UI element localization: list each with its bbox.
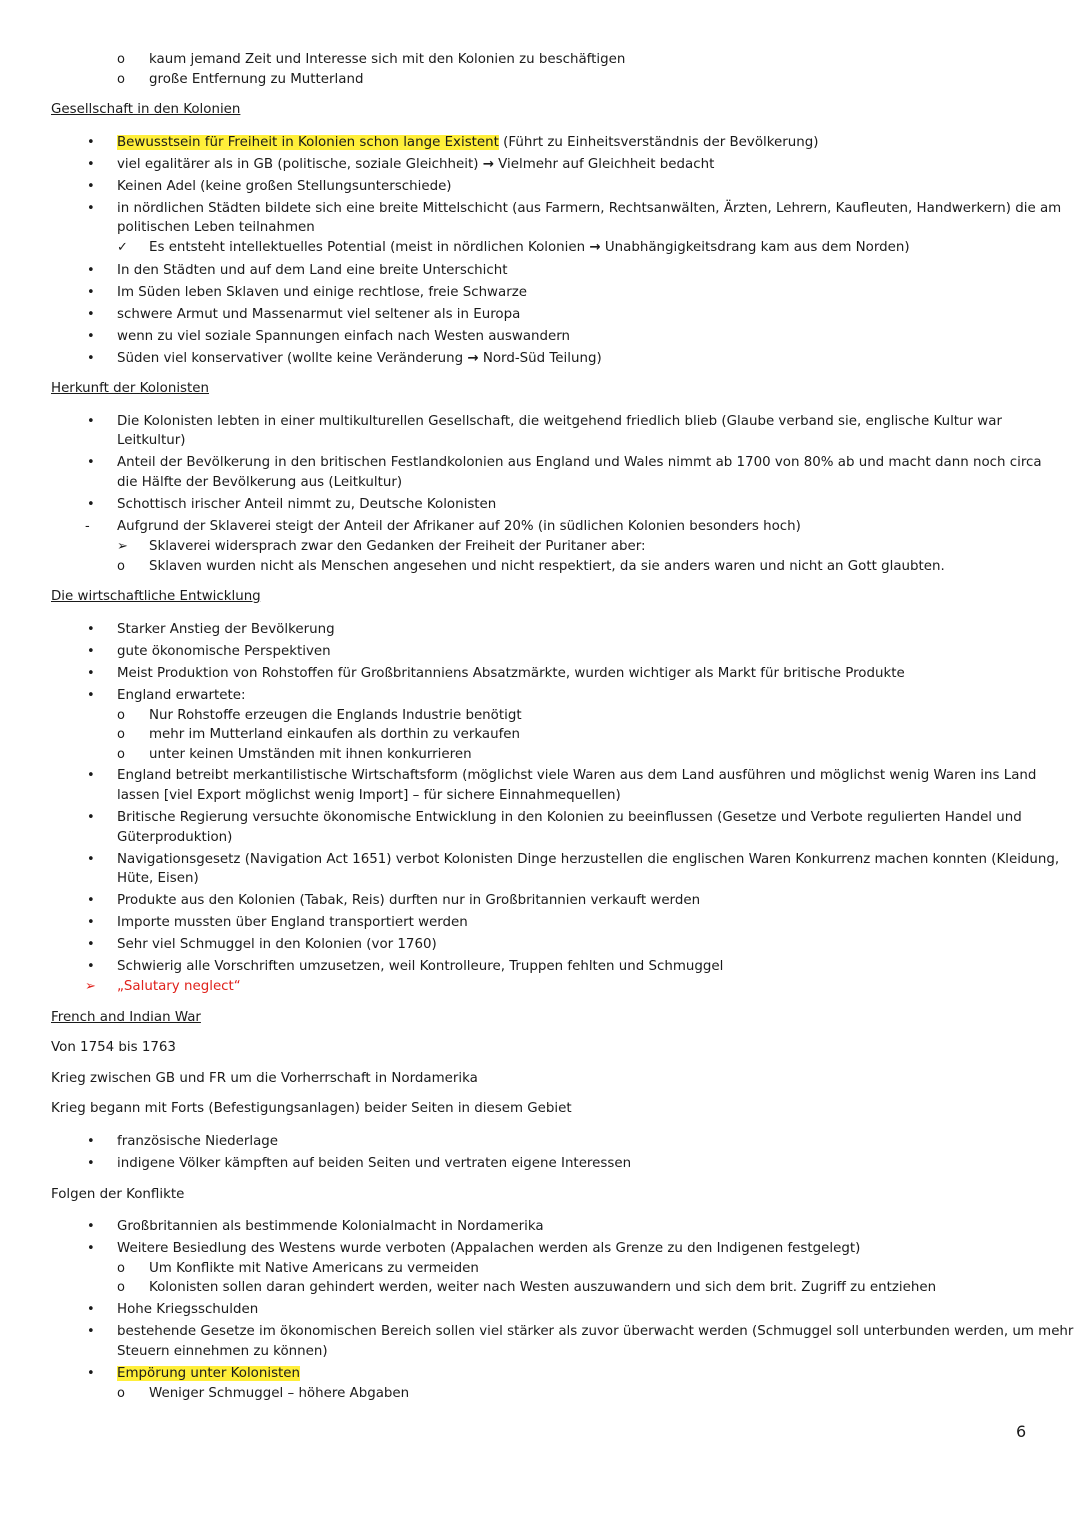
bullet-icon: •	[87, 329, 95, 344]
checkmark-icon: ✓	[117, 240, 128, 255]
list-item: Britische Regierung versuchte ökonomische Entwicklung in den Kolonien zu beeinflussen (Gesetze und Verbote regulierten Handel und	[117, 810, 1022, 825]
list-item-continuation: politischen Leben teilnahmen	[117, 220, 315, 235]
list-item: Kolonisten sollen daran gehindert werden, weiter nach Westen auszuwandern und sich dem brit. Zugriff zu entziehen	[149, 1280, 937, 1295]
list-item: mehr im Mutterland einkaufen als dorthin zu verkaufen	[149, 727, 521, 742]
bullet-icon: •	[87, 893, 95, 908]
bullet-icon: •	[87, 201, 95, 216]
list-item: viel egalitärer als in GB (politische, soziale Gleichheit) → Vielmehr auf Gleichheit bedacht	[117, 157, 715, 172]
list-item-continuation: Steuern einnehmen zu können)	[117, 1344, 328, 1359]
list-item: Schottisch irischer Anteil nimmt zu, Deutsche Kolonisten	[117, 497, 497, 512]
bullet-icon: •	[87, 688, 95, 703]
bullet-icon: •	[87, 1302, 95, 1317]
bullet-icon: •	[87, 351, 95, 366]
list-item: England betreibt merkantilistische Wirtschaftsform (möglichst viele Waren aus dem Land ausführen und möglichst wenig Waren ins Land	[117, 768, 1037, 783]
bullet-icon: •	[87, 915, 95, 930]
circle-bullet-icon: o	[117, 708, 125, 723]
bullet-icon: •	[87, 263, 95, 278]
list-item	[117, 1364, 300, 1384]
section-heading: French and Indian War	[51, 1010, 201, 1025]
list-item: in nördlichen Städten bildete sich eine breite Mittelschicht (aus Farmern, Rechtsanwälten, Ärzten, Lehrern, Kaufleuten, Handwerkern) die am	[117, 201, 1062, 216]
arrowhead-bullet-icon: ➢	[117, 539, 128, 554]
list-item: Bewusstsein für Freiheit in Kolonien schon lange Existent (Führt zu Einheitsverständnis der Bevölkerung)	[117, 135, 819, 150]
list-item: indigene Völker kämpften auf beiden Seiten und vertraten eigene Interessen	[117, 1156, 632, 1171]
bullet-icon: •	[87, 1241, 95, 1256]
list-item: Sehr viel Schmuggel in den Kolonien (vor 1760)	[117, 937, 437, 952]
list-item: Im Süden leben Sklaven und einige rechtlose, freie Schwarze	[117, 285, 527, 300]
circle-bullet-icon: o	[117, 1261, 125, 1276]
list-item: Weitere Besiedlung des Westens wurde verboten (Appalachen werden als Grenze zu den Indigenen festgelegt)	[117, 1241, 861, 1256]
highlighted-text: Empörung unter Kolonisten	[117, 1366, 301, 1381]
list-item-continuation: Leitkultur)	[117, 433, 186, 448]
circle-bullet-icon: o	[117, 1386, 125, 1401]
list-item: unter keinen Umständen mit ihnen konkurrieren	[149, 747, 472, 762]
circle-bullet-icon: o	[117, 52, 125, 67]
bullet-icon: •	[87, 1156, 95, 1171]
list-item-continuation: die Hälfte der Bevölkerung aus (Leitkultur)	[117, 475, 403, 490]
bullet-icon: •	[87, 622, 95, 637]
list-item: gute ökonomische Perspektiven	[117, 644, 331, 659]
bullet-icon: •	[87, 666, 95, 681]
list-item: Sklaverei widersprach zwar den Gedanken der Freiheit der Puritaner aber:	[149, 539, 646, 554]
list-item: Keinen Adel (keine großen Stellungsunterschiede)	[117, 179, 452, 194]
section-heading: Gesellschaft in den Kolonien	[51, 102, 241, 117]
paragraph: Krieg zwischen GB und FR um die Vorherrschaft in Nordamerika	[51, 1071, 478, 1086]
list-item: Süden viel konservativer (wollte keine Veränderung → Nord-Süd Teilung)	[117, 351, 602, 366]
page-number: 6	[1016, 1422, 1027, 1441]
list-item-continuation: Güterproduktion)	[117, 830, 233, 845]
bullet-icon: •	[87, 455, 95, 470]
list-item: Die Kolonisten lebten in einer multikulturellen Gesellschaft, die weitgehend friedlich blieb (Glaube verband sie, englische Kultur war	[117, 414, 1002, 429]
list-item: große Entfernung zu Mutterland	[149, 72, 364, 87]
highlighted-text: Bewusstsein für Freiheit in Kolonien schon lange Existent	[117, 135, 499, 150]
list-item: „Salutary neglect“	[117, 979, 241, 994]
list-item: Aufgrund der Sklaverei steigt der Anteil der Afrikaner auf 20% (in südlichen Kolonien besonders hoch)	[117, 519, 801, 534]
list-item: französische Niederlage	[117, 1134, 279, 1149]
paragraph: Krieg begann mit Forts (Befestigungsanlagen) beider Seiten in diesem Gebiet	[51, 1101, 572, 1116]
bullet-icon: •	[87, 157, 95, 172]
list-item-continuation: Hüte, Eisen)	[117, 871, 199, 886]
list-item: Produkte aus den Kolonien (Tabak, Reis) durften nur in Großbritannien verkauft werden	[117, 893, 701, 908]
circle-bullet-icon: o	[117, 727, 125, 742]
bullet-icon: •	[87, 1324, 95, 1339]
bullet-icon: •	[87, 414, 95, 429]
circle-bullet-icon: o	[117, 72, 125, 87]
bullet-icon: •	[87, 497, 95, 512]
circle-bullet-icon: o	[117, 559, 125, 574]
section-heading: Herkunft der Kolonisten	[51, 381, 209, 396]
list-item: England erwartete:	[117, 688, 246, 703]
circle-bullet-icon: o	[117, 747, 125, 762]
bullet-icon: •	[87, 135, 95, 150]
bullet-icon: •	[87, 768, 95, 783]
list-item: wenn zu viel soziale Spannungen einfach nach Westen auswandern	[117, 329, 571, 344]
list-item: Großbritannien als bestimmende Kolonialmacht in Nordamerika	[117, 1219, 544, 1234]
list-item: Starker Anstieg der Bevölkerung	[117, 622, 335, 637]
bullet-icon: •	[87, 285, 95, 300]
list-item: Sklaven wurden nicht als Menschen angesehen und nicht respektiert, da sie anders waren und nicht an Gott glaubten.	[149, 559, 945, 574]
dash-bullet-icon: -	[85, 519, 90, 534]
bullet-icon: •	[87, 1366, 95, 1381]
arrow-right-icon: →	[482, 157, 494, 172]
bullet-icon: •	[87, 810, 95, 825]
paragraph: Von 1754 bis 1763	[51, 1040, 176, 1055]
bullet-icon: •	[87, 1219, 95, 1234]
bullet-icon: •	[87, 852, 95, 867]
bullet-icon: •	[87, 937, 95, 952]
bullet-icon: •	[87, 179, 95, 194]
bullet-icon: •	[87, 644, 95, 659]
circle-bullet-icon: o	[117, 1280, 125, 1295]
list-item: Nur Rohstoffe erzeugen die Englands Industrie benötigt	[149, 708, 522, 723]
list-item: Hohe Kriegsschulden	[117, 1302, 259, 1317]
list-item: Um Konflikte mit Native Americans zu vermeiden	[149, 1261, 479, 1276]
bullet-icon: •	[87, 1134, 95, 1149]
list-item: Schwierig alle Vorschriften umzusetzen, weil Kontrolleure, Truppen fehlten und Schmuggel	[117, 959, 724, 974]
list-item: schwere Armut und Massenarmut viel seltener als in Europa	[117, 307, 521, 322]
list-item: Meist Produktion von Rohstoffen für Großbritanniens Absatzmärkte, wurden wichtiger als Markt für britische Produkte	[117, 666, 905, 681]
list-item: Weniger Schmuggel – höhere Abgaben	[149, 1386, 410, 1401]
list-item: In den Städten und auf dem Land eine breite Unterschicht	[117, 263, 508, 278]
list-item: kaum jemand Zeit und Interesse sich mit den Kolonien zu beschäftigen	[149, 52, 626, 67]
bullet-icon: •	[87, 959, 95, 974]
bullet-icon: •	[87, 307, 95, 322]
arrow-right-icon: →	[467, 351, 479, 366]
arrow-right-icon: →	[589, 240, 601, 255]
list-item: Anteil der Bevölkerung in den britischen Festlandkolonien aus England und Wales nimmt ab 1700 von 80% ab und macht dann noch circa	[117, 455, 1042, 470]
list-item: Importe mussten über England transportiert werden	[117, 915, 468, 930]
list-item: Es entsteht intellektuelles Potential (meist in nördlichen Kolonien → Unabhängigkeitsdrang kam aus dem Norden)	[149, 240, 910, 255]
section-heading: Die wirtschaftliche Entwicklung	[51, 589, 261, 604]
list-item: Navigationsgesetz (Navigation Act 1651) verbot Kolonisten Dinge herzustellen die englischen Waren Konkurrenz machen konnten (Kleidung,	[117, 852, 1060, 867]
list-item-continuation: lassen [viel Export möglichst wenig Import] – für sichere Einnahmequellen)	[117, 788, 621, 803]
list-item: bestehende Gesetze im ökonomischen Bereich sollen viel stärker als zuvor überwacht werden (Schmuggel soll unterbunden werden, um mehr	[117, 1324, 1074, 1339]
arrowhead-bullet-icon: ➢	[85, 979, 96, 994]
section-heading: Folgen der Konflikte	[51, 1187, 185, 1202]
